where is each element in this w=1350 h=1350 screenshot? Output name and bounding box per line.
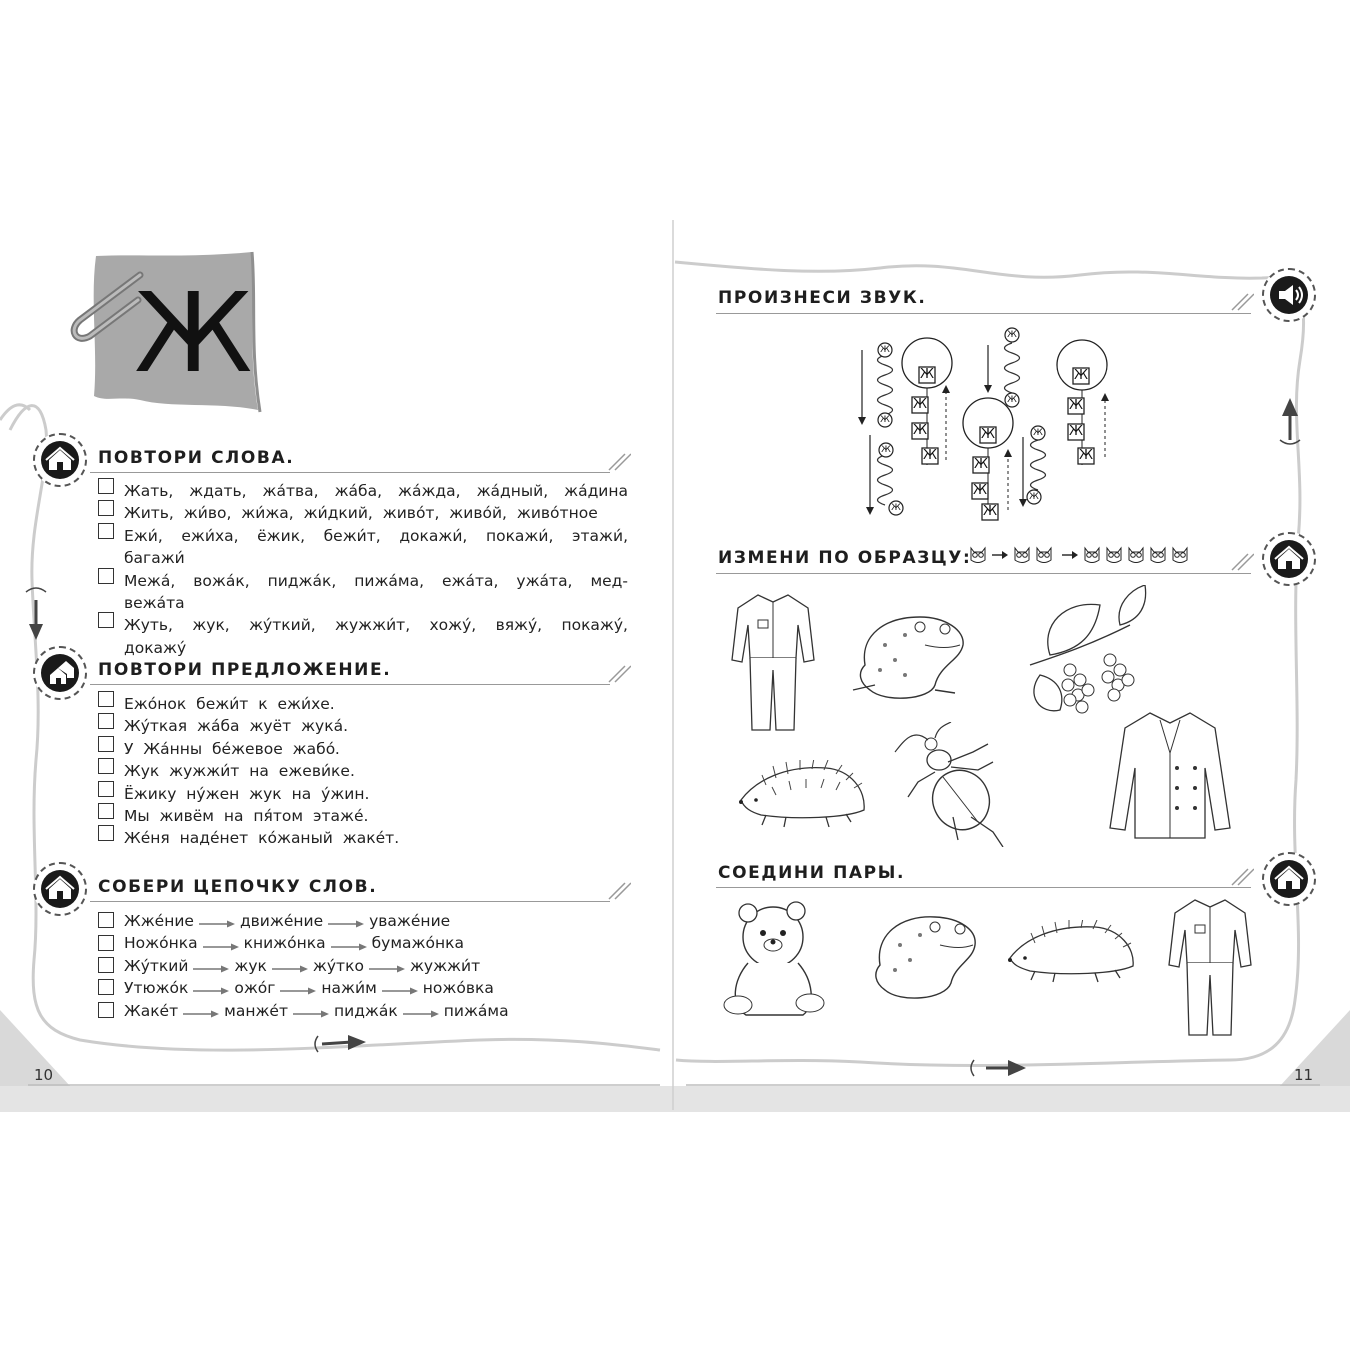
arrow-right-icon bbox=[992, 550, 1008, 560]
chain-word: Ножóнка bbox=[124, 934, 198, 953]
word-line: Межá, вожáк, пиджáк, пижáма, ежáта, ужáта, мед- bbox=[124, 571, 628, 590]
checkbox[interactable] bbox=[98, 478, 114, 494]
title-rule bbox=[716, 887, 1251, 888]
rule-hatch bbox=[1228, 288, 1254, 314]
chain-arrow-icon bbox=[193, 964, 229, 974]
checkbox[interactable] bbox=[98, 691, 114, 707]
list-item bbox=[98, 738, 618, 760]
chain-arrow-icon bbox=[203, 942, 239, 952]
sentence: Жук жужжи́т на ежеви́ке. bbox=[124, 762, 355, 781]
checkbox[interactable] bbox=[98, 957, 114, 973]
chain-row bbox=[98, 977, 618, 999]
list-item bbox=[98, 614, 628, 659]
arrow-right-icon bbox=[971, 1060, 1026, 1076]
house-icon bbox=[41, 870, 79, 908]
title-rule bbox=[90, 684, 610, 685]
sound-letter-circle: Ж bbox=[1033, 428, 1043, 438]
beetle-picture bbox=[893, 722, 1028, 847]
word-line: Ежи́, ежи́ха, ёжик, бежи́т, докажи́, покажи́, этажи́, bbox=[124, 526, 628, 545]
arrow-right-icon bbox=[315, 1035, 366, 1052]
checkbox[interactable] bbox=[98, 803, 114, 819]
section-title-word-chain: СОБЕРИ ЦЕПОЧКУ СЛОВ. bbox=[98, 877, 378, 897]
words-list bbox=[98, 480, 628, 659]
chain-arrow-icon bbox=[293, 1009, 329, 1019]
checkbox[interactable] bbox=[98, 713, 114, 729]
chain-word: уважéние bbox=[369, 912, 451, 930]
home-icon-button[interactable] bbox=[1262, 852, 1316, 906]
sound-letter-square: Ж bbox=[972, 483, 987, 498]
chain-word: ножóвка bbox=[422, 979, 494, 998]
sound-letter-square: Ж bbox=[1068, 398, 1083, 413]
blackberry-picture bbox=[1020, 585, 1150, 725]
chain-row bbox=[98, 1000, 618, 1022]
checkbox[interactable] bbox=[98, 612, 114, 628]
house-icon bbox=[41, 441, 79, 479]
pajamas-picture bbox=[728, 590, 818, 735]
rule-hatch bbox=[605, 660, 631, 686]
big-letter: Ж bbox=[134, 269, 253, 397]
sound-letter-square: Ж bbox=[980, 427, 995, 442]
checkbox[interactable] bbox=[98, 1002, 114, 1018]
owl-icon bbox=[1170, 545, 1190, 565]
home-icon-button[interactable] bbox=[1262, 532, 1316, 586]
sound-letter-circle: Ж bbox=[1029, 492, 1039, 502]
chain-word: жýтко bbox=[312, 956, 364, 975]
chain-arrow-icon bbox=[193, 986, 229, 996]
page-number-left: 10 bbox=[34, 1066, 54, 1084]
sentences-list bbox=[98, 693, 618, 850]
sentence: Мы живём на пя́том этажé. bbox=[124, 807, 369, 826]
sound-letter-square: Ж bbox=[922, 448, 937, 463]
home-icon-button[interactable] bbox=[33, 646, 87, 700]
houses-icon bbox=[41, 654, 79, 692]
checkbox[interactable] bbox=[98, 979, 114, 995]
bear-cub-picture[interactable] bbox=[718, 895, 826, 1023]
arrow-down-icon bbox=[26, 588, 46, 640]
sound-letter-square: Ж bbox=[973, 457, 988, 472]
chain-word: движéние bbox=[239, 912, 324, 930]
checkbox[interactable] bbox=[98, 935, 114, 951]
chain-word: пижáма bbox=[443, 1001, 509, 1020]
sentence: У Жáнны бéжевое жабó. bbox=[124, 739, 340, 758]
rule-hatch bbox=[1228, 863, 1254, 889]
list-item bbox=[98, 715, 618, 737]
chain-row bbox=[98, 910, 618, 932]
word-chains-list bbox=[98, 910, 618, 1022]
toad-picture[interactable] bbox=[865, 905, 980, 1005]
checkbox[interactable] bbox=[98, 825, 114, 841]
checkbox[interactable] bbox=[98, 912, 114, 928]
chain-arrow-icon bbox=[183, 1009, 219, 1019]
sound-letter-square: Ж bbox=[1078, 448, 1093, 463]
chain-word: жук bbox=[234, 956, 267, 975]
house-icon bbox=[1270, 860, 1308, 898]
chain-word: Жжéние bbox=[124, 912, 194, 930]
list-item bbox=[98, 693, 618, 715]
word-line-wrap: багажи́ bbox=[124, 549, 185, 568]
checkbox[interactable] bbox=[98, 781, 114, 797]
list-item bbox=[98, 480, 628, 502]
pajamas-picture[interactable] bbox=[1165, 895, 1255, 1040]
chain-word: Жакéт bbox=[124, 1001, 179, 1020]
arrow-right-icon bbox=[1062, 550, 1078, 560]
chain-word: книжóнка bbox=[243, 934, 326, 953]
chain-word: Жýткий bbox=[124, 956, 189, 975]
sound-letter-square: Ж bbox=[1068, 424, 1083, 439]
chain-row bbox=[98, 955, 618, 977]
sentence: Ежóнок бежи́т к ежи́хе. bbox=[124, 695, 335, 713]
sentence: Жýткая жáба жуёт жукá. bbox=[124, 717, 349, 736]
sound-letter-circle: Ж bbox=[880, 345, 890, 355]
pattern-sample bbox=[968, 545, 1190, 565]
chain-word: манжéт bbox=[224, 1001, 288, 1020]
rule-hatch bbox=[605, 448, 631, 474]
home-icon-button[interactable] bbox=[33, 433, 87, 487]
owl-icon bbox=[1082, 545, 1102, 565]
word-line-wrap: вежáта bbox=[124, 594, 185, 613]
word-line: Жить, жи́во, жи́жа, жи́дкий, живóт, живóй, живóтное bbox=[124, 504, 598, 523]
checkbox[interactable] bbox=[98, 758, 114, 774]
chain-row bbox=[98, 932, 618, 954]
list-item bbox=[98, 827, 618, 849]
sound-letter-square: Ж bbox=[912, 423, 927, 438]
title-rule bbox=[716, 313, 1251, 314]
section-title-change-by-pattern: ИЗМЕНИ ПО ОБРАЗЦУ: bbox=[718, 548, 972, 568]
sound-letter-circle: Ж bbox=[1007, 330, 1017, 340]
owl-icon bbox=[1126, 545, 1146, 565]
owl-icon bbox=[1012, 545, 1032, 565]
word-line: Жать, ждать, жáтва, жáба, жáжда, жáдный, жáдина bbox=[124, 482, 628, 500]
chain-word: ожóг bbox=[234, 979, 276, 998]
sound-letter-circle: Ж bbox=[880, 415, 890, 425]
chain-arrow-icon bbox=[280, 986, 316, 996]
title-rule bbox=[716, 573, 1251, 574]
toad-picture bbox=[845, 605, 970, 705]
section-title-pronounce: ПРОИЗНЕСИ ЗВУК. bbox=[718, 288, 927, 308]
jacket-picture bbox=[1105, 708, 1235, 840]
owl-icon bbox=[1034, 545, 1054, 565]
title-rule bbox=[90, 472, 610, 473]
sentence: Жéня надéнет кóжаный жакéт. bbox=[124, 829, 400, 848]
chain-word: нажи́м bbox=[321, 979, 377, 998]
home-icon-button[interactable] bbox=[33, 862, 87, 916]
title-rule bbox=[90, 901, 610, 902]
sound-letter-circle: Ж bbox=[881, 445, 891, 455]
chain-arrow-icon bbox=[369, 964, 405, 974]
list-item bbox=[98, 805, 618, 827]
sound-letter-circle: Ж bbox=[891, 503, 901, 513]
page-number-right: 11 bbox=[1294, 1066, 1314, 1084]
hedgehog-picture bbox=[736, 760, 871, 830]
chain-arrow-icon bbox=[403, 1009, 439, 1019]
owl-icon bbox=[1148, 545, 1168, 565]
owl-icon bbox=[968, 545, 988, 565]
list-item bbox=[98, 760, 618, 782]
owl-icon bbox=[1104, 545, 1124, 565]
checkbox[interactable] bbox=[98, 568, 114, 584]
list-item bbox=[98, 502, 628, 524]
chain-word: пиджáк bbox=[333, 1001, 398, 1020]
chain-arrow-icon bbox=[272, 964, 308, 974]
speaker-icon-button[interactable] bbox=[1262, 268, 1316, 322]
sound-letter-square: Ж bbox=[982, 504, 997, 519]
chain-arrow-icon bbox=[382, 986, 418, 996]
house-icon bbox=[1270, 540, 1308, 578]
chain-arrow-icon bbox=[331, 942, 367, 952]
list-item bbox=[98, 783, 618, 805]
chain-word: жужжи́т bbox=[409, 956, 481, 975]
word-line: Жуть, жук, жýткий, жужжи́т, хожý, вяжý, покажý, докажý bbox=[124, 616, 628, 657]
checkbox[interactable] bbox=[98, 500, 114, 516]
hedgehog-picture[interactable] bbox=[1005, 920, 1140, 985]
speaker-icon bbox=[1270, 276, 1308, 314]
sound-letter-circle: Ж bbox=[1007, 395, 1017, 405]
chain-arrow-icon bbox=[199, 919, 235, 929]
sound-letter-square: Ж bbox=[919, 367, 934, 382]
chain-word: бумажóнка bbox=[371, 934, 464, 953]
section-title-repeat-sentence: ПОВТОРИ ПРЕДЛОЖЕНИЕ. bbox=[98, 660, 392, 680]
list-item bbox=[98, 570, 628, 615]
chain-arrow-icon bbox=[328, 919, 364, 929]
list-item bbox=[98, 525, 628, 570]
sound-letter-square: Ж bbox=[912, 397, 927, 412]
checkbox[interactable] bbox=[98, 523, 114, 539]
rule-hatch bbox=[605, 877, 631, 903]
sentence: Ёжику нýжен жук на ýжин. bbox=[124, 784, 370, 803]
chain-word: Утюжóк bbox=[124, 979, 189, 998]
section-title-repeat-words: ПОВТОРИ СЛОВА. bbox=[98, 448, 295, 468]
checkbox[interactable] bbox=[98, 736, 114, 752]
section-title-connect-pairs: СОЕДИНИ ПАРЫ. bbox=[718, 863, 905, 883]
sound-letter-square: Ж bbox=[1073, 368, 1088, 383]
rule-hatch bbox=[1228, 548, 1254, 574]
